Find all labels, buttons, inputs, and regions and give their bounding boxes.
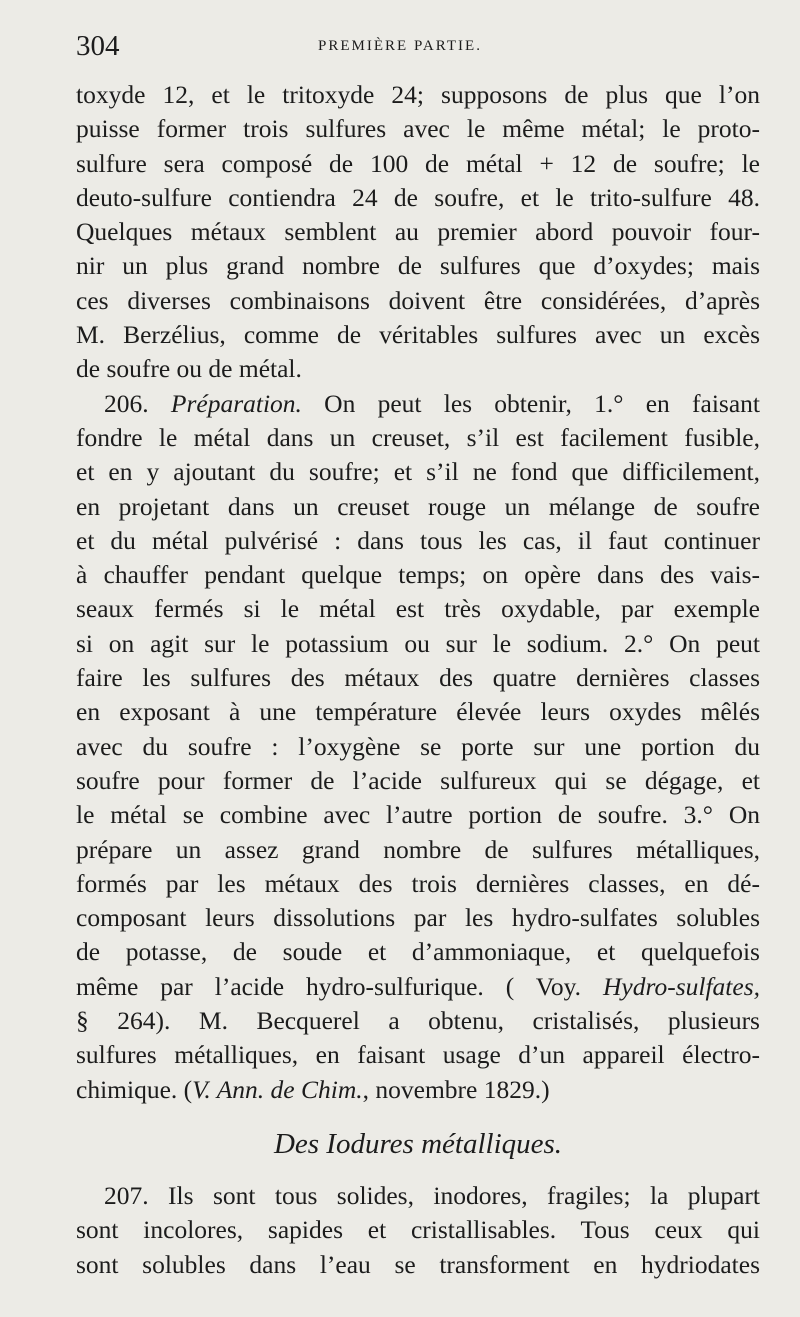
text-line: § 264). M. Becquerel a obtenu, cristalisés, plusieurs bbox=[76, 1006, 760, 1036]
text-line: en projetant dans un creuset rouge un mélange de soufre bbox=[76, 491, 760, 521]
text-line: seaux fermés si le métal est très oxydable, par exemple bbox=[76, 594, 760, 624]
text-line: de soufre ou de métal. bbox=[76, 354, 302, 384]
text-line: et en y ajoutant du soufre; et s’il ne fond que difficilement, bbox=[76, 457, 760, 487]
text-line-voy bbox=[76, 970, 760, 1004]
section-heading: Des Iodures métalliques. bbox=[273, 1127, 563, 1160]
text-line: le métal se combine avec l’autre portion de soufre. 3.° On bbox=[76, 800, 760, 830]
text-span: On peut les obtenir, 1.° en faisant bbox=[324, 388, 760, 418]
text-line: si on agit sur le potassium ou sur le sodium. 2.° On peut bbox=[76, 628, 760, 658]
text-line-citation bbox=[76, 1073, 760, 1107]
text-line: sont incolores, sapides et cristallisables. Tous ceux qui bbox=[76, 1215, 760, 1245]
text-line: puisse former trois sulfures avec le même métal; le proto- bbox=[76, 114, 760, 144]
text-line: fondre le métal dans un creuset, s’il est facilement fusible, bbox=[76, 422, 760, 452]
text-line: formés par les métaux des trois dernières classes, en dé- bbox=[76, 868, 760, 898]
text-span: même par l’acide hydro-sulfurique. ( Voy. bbox=[76, 971, 582, 1001]
text-span: chimique. ( bbox=[76, 1074, 193, 1104]
text-line: prépare un assez grand nombre de sulfures métalliques, bbox=[76, 834, 760, 864]
text-line: nir un plus grand nombre de sulfures que d’oxydes; mais bbox=[76, 251, 760, 281]
text-line: en exposant à une température élevée leurs oxydes mêlés bbox=[76, 697, 760, 727]
text-line: de potasse, de soude et d’ammoniaque, et quelquefois bbox=[76, 937, 760, 967]
text-line: ces diverses combinaisons doivent être considérées, d’après bbox=[76, 285, 760, 315]
text-line: Quelques métaux semblent au premier abord pouvoir four- bbox=[76, 217, 760, 247]
paragraph-title: Préparation. bbox=[170, 388, 302, 418]
text-line: sont solubles dans l’eau se transforment en hydriodates bbox=[76, 1249, 760, 1279]
running-head: PREMIÈRE PARTIE. bbox=[318, 38, 482, 54]
paragraph-number: 206. bbox=[104, 388, 149, 418]
text-line: toxyde 12, et le tritoxyde 24; supposons de plus que l’on bbox=[76, 80, 760, 109]
text-line: et du métal pulvérisé : dans tous les cas, il faut continuer bbox=[76, 525, 760, 555]
cross-reference: Hydro-sulfates, bbox=[603, 971, 760, 1001]
text-line: faire les sulfures des métaux des quatre dernières classes bbox=[76, 663, 760, 693]
text-line: M. Berzélius, comme de véritables sulfures avec un excès bbox=[76, 320, 760, 350]
paragraph-206-first-line bbox=[76, 387, 760, 421]
citation: V. Ann. de Chim. bbox=[192, 1074, 363, 1104]
body-text bbox=[76, 78, 760, 1282]
page-number: 304 bbox=[76, 30, 120, 62]
text-line: avec du soufre : l’oxygène se porte sur une portion du bbox=[76, 731, 760, 761]
text-line: à chauffer pendant quelque temps; on opère dans des vais- bbox=[76, 560, 760, 590]
text-line: composant leurs dissolutions par les hydro-sulfates solubles bbox=[76, 903, 760, 933]
text-line: 207. Ils sont tous solides, inodores, fragiles; la plupart bbox=[104, 1180, 760, 1210]
text-line: soufre pour former de l’acide sulfureux qui se dégage, et bbox=[76, 765, 760, 795]
text-span: , novembre 1829.) bbox=[362, 1074, 550, 1104]
text-line: sulfures métalliques, en faisant usage d’un appareil électro- bbox=[76, 1040, 760, 1070]
text-line: sulfure sera composé de 100 de métal + 12 de soufre; le bbox=[76, 148, 760, 178]
text-line: deuto-sulfure contiendra 24 de soufre, et le trito-sulfure 48. bbox=[76, 182, 760, 212]
